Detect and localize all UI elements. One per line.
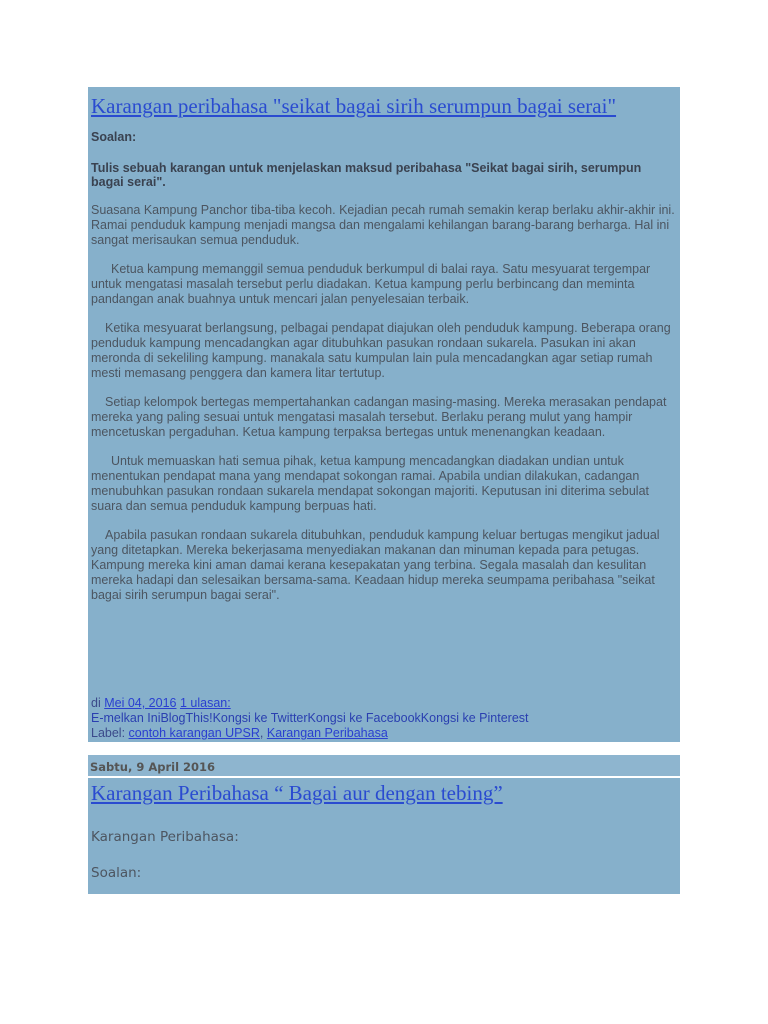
paragraph-5: Untuk memuaskan hati semua pihak, ketua kampung mencadangkan diadakan undian untuk menentukan pendapat mana yang mendapat sokongan ramai. Apabila undian dilakukan, cadangan menubuhkan pasukan rondaan sukarela mendapat sokongan majoriti. Keputusan ini diterima sebulat suara dan semua penduduk kampung berpuas hati.	[91, 454, 649, 513]
post-meta-line	[91, 696, 529, 711]
label-link-peribahasa[interactable]: Karangan Peribahasa	[266, 726, 388, 740]
label-link-upsr[interactable]: contoh karangan UPSR	[128, 726, 260, 740]
question-label: Soalan:	[91, 130, 137, 144]
post-2-title-link[interactable]: Karangan Peribahasa “ Bagai aur dengan tebing”	[91, 781, 503, 805]
date-header-text: Sabtu, 9 April 2016	[90, 760, 216, 774]
labels-line	[91, 726, 529, 741]
date-header	[88, 755, 680, 777]
posted-prefix: di	[91, 696, 101, 710]
share-links[interactable]: E-melkan IniBlogThis!Kongsi ke TwitterKongsi ke FacebookKongsi ke Pinterest	[91, 711, 529, 725]
paragraph-6: Apabila pasukan rondaan sukarela ditubuhkan, penduduk kampung keluar bertugas mengikut jadual yang ditetapkan. Mereka bekerjasama menyediakan makanan dan minuman kepada para petugas. Kampung mereka kini aman damai kerana kesepakatan yang terbina. Segala masalah dan kesulitan mereka hadapi dan selesaikan bersama-sama. Keadaan hidup mereka seumpama peribahasa "seikat bagai sirih serumpun bagai serai".	[91, 528, 660, 602]
label-separator: ,	[259, 726, 264, 740]
paragraph-4: Setiap kelompok bertegas mempertahankan cadangan masing-masing. Mereka merasakan pendapat mereka yang paling sesuai untuk mengatasi masalah tersebut. Berlaku perang mulut yang hampir mencetuskan pergaduhan. Ketua kampung terpaksa bertegas untuk menenangkan keadaan.	[91, 395, 667, 439]
comments-link[interactable]: 1 ulasan:	[179, 696, 231, 710]
paragraph-1: Suasana Kampung Panchor tiba-tiba kecoh. Kejadian pecah rumah semakin kerap berlaku akhir-akhir ini. Ramai penduduk kampung menjadi mangsa dan mengalami kehilangan barang-barang berharga. Hal ini sangat merisaukan semua penduduk.	[91, 203, 675, 247]
post-2-heading: Karangan Peribahasa:	[91, 829, 239, 845]
post-date-link[interactable]: Mei 04, 2016	[104, 696, 177, 710]
post-title-link[interactable]: Karangan peribahasa "seikat bagai sirih serumpun bagai serai"	[91, 94, 617, 118]
post-footer	[91, 696, 529, 741]
post-2-question-label: Soalan:	[91, 865, 142, 881]
question-text: Tulis sebuah karangan untuk menjelaskan maksud peribahasa "Seikat bagai sirih, serumpun bagai serai".	[91, 161, 642, 189]
blog-post-2	[88, 778, 680, 894]
paragraph-2: Ketua kampung memanggil semua penduduk berkumpul di balai raya. Satu mesyuarat tergempar untuk mengatasi masalah tersebut perlu diadakan. Ketua kampung perlu berbincang dan meminta pandangan anak buahnya untuk mencari jalan penyelesaian terbaik.	[91, 262, 651, 306]
labels-prefix: Label:	[91, 726, 126, 740]
paragraph-3: Ketika mesyuarat berlangsung, pelbagai pendapat diajukan oleh penduduk kampung. Beberapa orang penduduk kampung mencadangkan agar ditubuhkan pasukan rondaan sukarela. Pasukan ini akan meronda di sekeliling kampung. manakala satu kumpulan lain pula mencadangkan agar setiap rumah mesti memasang penggera dan kamera litar tertutup.	[91, 321, 671, 380]
blog-post-1	[88, 87, 680, 742]
